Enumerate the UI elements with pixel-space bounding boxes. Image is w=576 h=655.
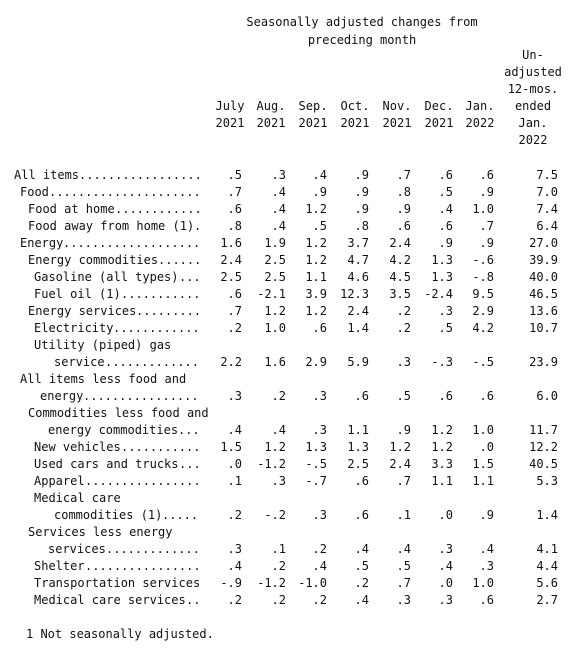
- cell-value: -2.4: [424, 287, 453, 301]
- cell-value: .6: [312, 321, 327, 335]
- cell-value: .3: [396, 593, 411, 607]
- cell-value: .2: [271, 593, 286, 607]
- cell-unadjusted: 4.1: [536, 542, 558, 556]
- dot-leader: ............: [115, 202, 202, 216]
- cell-value: 2.2: [220, 355, 242, 369]
- cell-value: .5: [396, 559, 411, 573]
- row-label: Shelter: [34, 559, 85, 573]
- col-month: July: [215, 99, 245, 113]
- table-row: [0, 337, 576, 354]
- cell-value: .9: [479, 185, 494, 199]
- col-year: 2022: [465, 116, 495, 130]
- col-year: 2021: [424, 116, 454, 130]
- cell-unadjusted: 7.5: [536, 168, 558, 182]
- cell-value: .2: [312, 542, 327, 556]
- cell-value: -1.0: [298, 576, 327, 590]
- cell-value: 4.6: [347, 270, 369, 284]
- cell-value: 2.5: [264, 270, 286, 284]
- dot-leader: .........: [136, 304, 202, 318]
- cell-value: .3: [227, 389, 242, 403]
- cell-value: -.7: [305, 474, 327, 488]
- cell-unadjusted: 1.4: [536, 508, 558, 522]
- col-month: Dec.: [424, 99, 454, 113]
- col-year: 2021: [215, 116, 245, 130]
- cell-value: .5: [354, 559, 369, 573]
- row-label: Energy services: [28, 304, 137, 318]
- row-label: Food at home: [28, 202, 115, 216]
- row-label: Services less energy: [28, 525, 173, 539]
- cell-unadjusted: 5.3: [536, 474, 558, 488]
- cell-value: 1.2: [431, 423, 453, 437]
- col-month: Sep.: [298, 99, 328, 113]
- cell-value: .4: [271, 185, 286, 199]
- unadj-line: Un-: [522, 48, 544, 62]
- cell-value: 9.5: [472, 287, 494, 301]
- row-label: Energy: [20, 236, 64, 250]
- cell-value: .5: [227, 168, 242, 182]
- cell-value: .6: [227, 202, 242, 216]
- cell-value: .2: [312, 593, 327, 607]
- cell-value: .5: [438, 185, 453, 199]
- cell-value: 1.9: [264, 236, 286, 250]
- cell-value: .8: [396, 185, 411, 199]
- cell-unadjusted: 10.7: [529, 321, 558, 335]
- cell-value: .0: [438, 508, 453, 522]
- col-month: Oct.: [340, 99, 370, 113]
- cell-value: .4: [271, 219, 286, 233]
- cell-value: .4: [227, 423, 242, 437]
- row-label: Used cars and trucks: [34, 457, 179, 471]
- col-header-dec-2021: [421, 98, 457, 132]
- cell-value: 2.4: [220, 253, 242, 267]
- col-year: 2021: [298, 116, 328, 130]
- row-label: services: [48, 542, 106, 556]
- cell-unadjusted: 23.9: [529, 355, 558, 369]
- cell-value: 2.9: [472, 304, 494, 318]
- dot-leader: ..: [186, 593, 201, 607]
- cell-value: .3: [438, 542, 453, 556]
- cell-unadjusted: 13.6: [529, 304, 558, 318]
- cell-value: 1.3: [305, 440, 327, 454]
- cell-unadjusted: 40.5: [529, 457, 558, 471]
- table-row: [0, 201, 576, 218]
- cell-value: 2.9: [305, 355, 327, 369]
- col-header-sep-2021: [295, 98, 331, 132]
- row-label: Utility (piped) gas: [34, 338, 172, 352]
- cell-value: 1.1: [347, 423, 369, 437]
- cell-unadjusted: 6.4: [536, 219, 558, 233]
- table-row: [0, 235, 576, 252]
- cell-value: -.9: [220, 576, 242, 590]
- cell-value: .6: [479, 389, 494, 403]
- cell-value: .2: [396, 321, 411, 335]
- cell-value: 4.2: [472, 321, 494, 335]
- cell-value: .3: [438, 593, 453, 607]
- cell-value: .4: [312, 559, 327, 573]
- cell-value: 2.5: [264, 253, 286, 267]
- table-row: [0, 490, 576, 507]
- row-label: energy commodities: [48, 423, 179, 437]
- cell-value: 3.3: [431, 457, 453, 471]
- cell-value: .8: [354, 219, 369, 233]
- cell-value: .6: [438, 389, 453, 403]
- row-label: Food: [20, 185, 49, 199]
- table-row: [0, 558, 576, 575]
- col-header-unadjusted-12mos: [500, 47, 566, 149]
- cell-value: .4: [271, 423, 286, 437]
- cell-value: .9: [312, 185, 327, 199]
- cell-value: .3: [312, 389, 327, 403]
- cell-value: 1.0: [472, 202, 494, 216]
- cell-value: .4: [354, 542, 369, 556]
- unadj-line: Jan.: [518, 116, 548, 130]
- cell-value: .5: [438, 321, 453, 335]
- cell-value: 1.5: [472, 457, 494, 471]
- table-row: [0, 286, 576, 303]
- cell-value: 5.9: [347, 355, 369, 369]
- cell-value: 1.2: [264, 440, 286, 454]
- cell-value: .6: [354, 389, 369, 403]
- cell-value: 1.4: [347, 321, 369, 335]
- table-row: [0, 184, 576, 201]
- cell-value: .6: [354, 508, 369, 522]
- cell-value: .0: [438, 576, 453, 590]
- cell-value: .0: [227, 457, 242, 471]
- table-row: [0, 405, 576, 422]
- dot-leader: ......: [158, 253, 202, 267]
- row-label: Fuel oil (1): [34, 287, 121, 301]
- cell-value: .2: [396, 304, 411, 318]
- cell-value: 1.5: [220, 440, 242, 454]
- cell-value: 3.9: [305, 287, 327, 301]
- cell-value: 3.5: [389, 287, 411, 301]
- cell-value: .7: [227, 304, 242, 318]
- cell-value: 1.6: [264, 355, 286, 369]
- cell-value: 1.2: [305, 253, 327, 267]
- dot-leader: ...................: [63, 236, 201, 250]
- unadj-line: 12-mos.: [507, 82, 559, 96]
- cell-value: .4: [479, 542, 494, 556]
- dot-leader: ...........: [121, 287, 201, 301]
- dot-leader: ................: [83, 389, 199, 403]
- row-label: Gasoline (all types): [34, 270, 179, 284]
- col-header-jan-2022: [462, 98, 498, 132]
- cell-value: .4: [438, 559, 453, 573]
- cell-value: 1.1: [431, 474, 453, 488]
- cell-value: 1.3: [431, 270, 453, 284]
- cell-value: .4: [227, 559, 242, 573]
- table-row: [0, 592, 576, 609]
- cell-value: .7: [479, 219, 494, 233]
- row-label: Electricity: [34, 321, 114, 335]
- row-label: New vehicles: [34, 440, 121, 454]
- cell-value: 12.3: [340, 287, 369, 301]
- dot-leader: ............: [113, 321, 200, 335]
- cell-value: 1.2: [305, 202, 327, 216]
- cell-value: .7: [227, 185, 242, 199]
- cell-value: .2: [354, 576, 369, 590]
- cell-value: 1.0: [264, 321, 286, 335]
- row-label: Medical care: [34, 491, 121, 505]
- cell-value: 1.3: [431, 253, 453, 267]
- row-label: energy: [40, 389, 84, 403]
- spanner-heading: [214, 13, 510, 49]
- cell-value: -.6: [472, 253, 494, 267]
- table-row: [0, 320, 576, 337]
- cell-unadjusted: 12.2: [529, 440, 558, 454]
- row-label: All items less food and: [20, 372, 187, 386]
- dot-leader: ...: [179, 270, 201, 284]
- cell-value: 1.0: [472, 423, 494, 437]
- footnote: 1 Not seasonally adjusted.: [26, 627, 214, 641]
- dot-leader: ...: [179, 457, 201, 471]
- row-label: commodities (1): [54, 508, 163, 522]
- cell-value: .9: [396, 202, 411, 216]
- table-row: [0, 541, 576, 558]
- unadj-line: 2022: [518, 133, 548, 147]
- dot-leader: .: [194, 219, 202, 233]
- row-label: Medical care services: [34, 593, 186, 607]
- col-header-aug-2021: [253, 98, 289, 132]
- cell-value: .6: [354, 474, 369, 488]
- cell-value: .2: [227, 321, 242, 335]
- cell-value: .1: [227, 474, 242, 488]
- cell-value: .2: [271, 389, 286, 403]
- unadj-line: ended: [514, 99, 552, 113]
- cell-value: .5: [396, 389, 411, 403]
- cell-value: -.2: [264, 508, 286, 522]
- cell-value: .7: [396, 168, 411, 182]
- cell-unadjusted: 40.0: [529, 270, 558, 284]
- col-header-oct-2021: [337, 98, 373, 132]
- cell-value: 2.5: [220, 270, 242, 284]
- cell-value: -.8: [472, 270, 494, 284]
- cell-value: .6: [438, 168, 453, 182]
- row-label: Energy commodities: [28, 253, 159, 267]
- cell-value: .3: [271, 474, 286, 488]
- cell-value: .3: [396, 355, 411, 369]
- cell-value: .0: [479, 440, 494, 454]
- spanner-line-2: preceding month: [307, 33, 417, 47]
- table-row: [0, 167, 576, 184]
- cell-value: .7: [396, 576, 411, 590]
- cell-value: -.5: [472, 355, 494, 369]
- cell-value: .6: [227, 287, 242, 301]
- cell-value: .7: [396, 474, 411, 488]
- row-label: All items: [14, 168, 80, 182]
- cell-unadjusted: 46.5: [529, 287, 558, 301]
- cell-value: .3: [227, 542, 242, 556]
- cell-value: 4.2: [389, 253, 411, 267]
- dot-leader: ...........: [121, 440, 201, 454]
- cell-value: .9: [479, 508, 494, 522]
- cell-value: .3: [312, 508, 327, 522]
- table-row: [0, 473, 576, 490]
- dot-leader: .....................: [49, 185, 201, 199]
- cell-value: 1.1: [472, 474, 494, 488]
- table-row: [0, 422, 576, 439]
- cell-value: .9: [354, 168, 369, 182]
- cell-value: .3: [312, 423, 327, 437]
- cell-unadjusted: 7.0: [536, 185, 558, 199]
- cell-value: .3: [479, 559, 494, 573]
- cell-value: .9: [354, 202, 369, 216]
- cell-value: .2: [227, 593, 242, 607]
- cell-value: .3: [271, 168, 286, 182]
- cell-value: 1.0: [472, 576, 494, 590]
- dot-leader: .................: [79, 168, 202, 182]
- table-row: [0, 524, 576, 541]
- cell-unadjusted: 4.4: [536, 559, 558, 573]
- table-row: [0, 218, 576, 235]
- cell-value: -1.2: [257, 576, 286, 590]
- col-year: 2021: [382, 116, 412, 130]
- row-label: Food away from home (1): [28, 219, 195, 233]
- col-header-july-2021: [212, 98, 248, 132]
- cell-value: 1.2: [305, 236, 327, 250]
- cell-value: .3: [438, 304, 453, 318]
- cell-unadjusted: 5.6: [536, 576, 558, 590]
- table-row: [0, 303, 576, 320]
- cell-value: .9: [354, 185, 369, 199]
- cell-value: .6: [479, 593, 494, 607]
- cell-value: 2.4: [389, 457, 411, 471]
- dot-leader: .............: [106, 542, 200, 556]
- cell-value: .2: [271, 559, 286, 573]
- cell-value: 3.7: [347, 236, 369, 250]
- cell-value: .9: [396, 423, 411, 437]
- row-label: Commodities less food and: [28, 406, 209, 420]
- unadj-line: adjusted: [504, 65, 562, 79]
- cell-value: -2.1: [257, 287, 286, 301]
- cell-value: 4.5: [389, 270, 411, 284]
- cell-value: .9: [479, 236, 494, 250]
- col-month: Aug.: [256, 99, 286, 113]
- cell-unadjusted: 6.0: [536, 389, 558, 403]
- cell-unadjusted: 2.7: [536, 593, 558, 607]
- cell-value: 2.5: [347, 457, 369, 471]
- dot-leader: .............: [105, 355, 199, 369]
- row-label: Transportation services: [34, 576, 201, 590]
- col-header-nov-2021: [379, 98, 415, 132]
- cell-value: .4: [312, 168, 327, 182]
- cell-value: .1: [271, 542, 286, 556]
- cell-value: .6: [479, 168, 494, 182]
- cell-value: .4: [396, 542, 411, 556]
- cell-value: 2.4: [347, 304, 369, 318]
- cell-value: .9: [438, 236, 453, 250]
- spanner-line-1: Seasonally adjusted changes from: [246, 15, 478, 29]
- row-label: service: [54, 355, 105, 369]
- cell-value: .8: [227, 219, 242, 233]
- cell-value: .1: [396, 508, 411, 522]
- table-row: [0, 575, 576, 592]
- table-row: [0, 456, 576, 473]
- cell-unadjusted: 11.7: [529, 423, 558, 437]
- cell-value: .6: [438, 219, 453, 233]
- table-row: [0, 388, 576, 405]
- table-row: [0, 439, 576, 456]
- table-row: [0, 354, 576, 371]
- cell-value: -.3: [431, 355, 453, 369]
- cell-unadjusted: 39.9: [529, 253, 558, 267]
- cell-value: .6: [396, 219, 411, 233]
- cell-value: 1.2: [264, 304, 286, 318]
- cell-unadjusted: 7.4: [536, 202, 558, 216]
- cell-value: 4.7: [347, 253, 369, 267]
- cell-value: 1.1: [305, 270, 327, 284]
- cell-value: 1.3: [347, 440, 369, 454]
- table-row: [0, 252, 576, 269]
- col-month: Nov.: [382, 99, 412, 113]
- cell-value: 2.4: [389, 236, 411, 250]
- cell-value: 1.2: [305, 304, 327, 318]
- row-label: Apparel: [34, 474, 85, 488]
- cell-value: 1.2: [389, 440, 411, 454]
- cell-value: .4: [438, 202, 453, 216]
- cell-value: .4: [271, 202, 286, 216]
- dot-leader: ...: [178, 423, 200, 437]
- cell-value: .2: [227, 508, 242, 522]
- cell-value: -.5: [305, 457, 327, 471]
- cell-value: 1.2: [431, 440, 453, 454]
- cell-value: 1.6: [220, 236, 242, 250]
- cell-value: -1.2: [257, 457, 286, 471]
- cell-value: .4: [354, 593, 369, 607]
- cell-unadjusted: 27.0: [529, 236, 558, 250]
- table-row: [0, 507, 576, 524]
- col-year: 2021: [340, 116, 370, 130]
- cell-value: .5: [312, 219, 327, 233]
- table-row: [0, 269, 576, 286]
- dot-leader: .....: [162, 508, 199, 522]
- dot-leader: ................: [85, 474, 201, 488]
- dot-leader: ................: [85, 559, 201, 573]
- table-row: [0, 371, 576, 388]
- col-year: 2021: [256, 116, 286, 130]
- col-month: Jan.: [465, 99, 495, 113]
